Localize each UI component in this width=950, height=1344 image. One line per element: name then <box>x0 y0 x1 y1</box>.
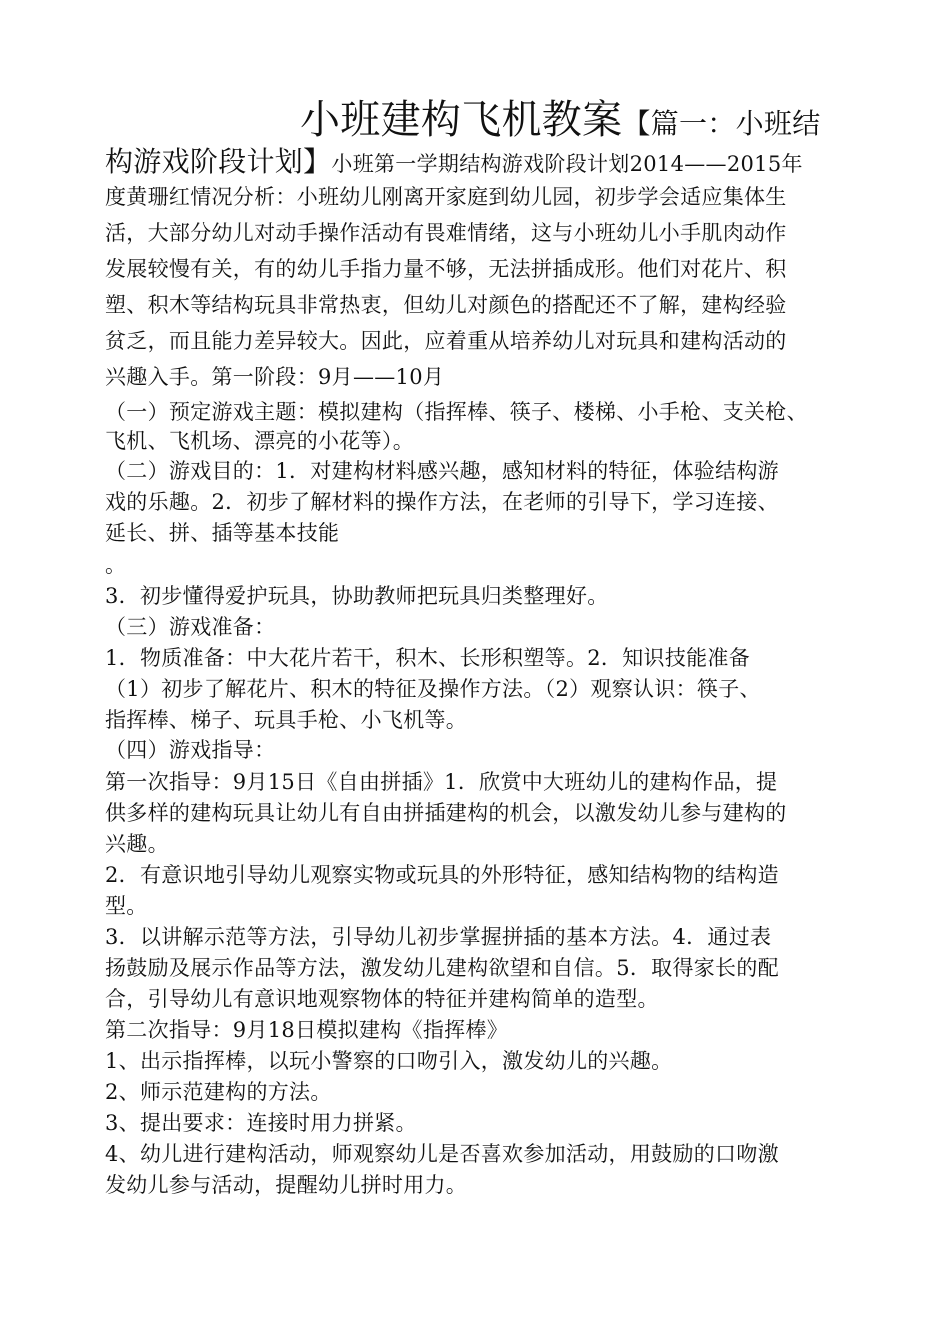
text-line: 1．物质准备：中大花片若干，积木、长形积塑等。2．知识技能准备 <box>105 646 751 670</box>
text-line: 度黄珊红情况分析：小班幼儿刚离开家庭到幼儿园，初步学会适应集体生 <box>105 185 787 209</box>
text-line: 延长、拼、插等基本技能 <box>105 521 340 545</box>
text-line: 活，大部分幼儿对动手操作活动有畏难情绪，这与小班幼儿小手肌肉动作 <box>105 221 787 245</box>
title-continuation: 构游戏阶段计划】 <box>105 145 332 178</box>
text-line: 第二次指导：9月18日模拟建构《指挥棒》 <box>105 1018 509 1042</box>
text-line: 型。 <box>105 894 148 918</box>
title-line-1 <box>300 96 821 146</box>
title-line-2 <box>105 147 803 179</box>
text-line: 3．初步懂得爱护玩具，协助教师把玩具归类整理好。 <box>105 584 609 608</box>
text-line: 。 <box>105 553 127 577</box>
text-line: 4、幼儿进行建构活动，师观察幼儿是否喜欢参加活动，用鼓励的口吻激 <box>105 1142 779 1166</box>
text-line: 2、师示范建构的方法。 <box>105 1080 332 1104</box>
text-line: 3．以讲解示范等方法，引导幼儿初步掌握拼插的基本方法。4．通过表 <box>105 925 772 949</box>
text-line: 1、出示指挥棒，以玩小警察的口吻引入，激发幼儿的兴趣。 <box>105 1049 673 1073</box>
title-bracket-part: 【篇一：小班结 <box>622 107 821 140</box>
text-line: 兴趣入手。第一阶段：9月——10月 <box>105 365 445 389</box>
text-line: （二）游戏目的：1．对建构材料感兴趣，感知材料的特征，体验结构游 <box>105 459 779 483</box>
text-line: 戏的乐趣。2．初步了解材料的操作方法，在老师的引导下，学习连接、 <box>105 490 779 514</box>
text-line: 合，引导幼儿有意识地观察物体的特征并建构简单的造型。 <box>105 987 659 1011</box>
text-line: 塑、积木等结构玩具非常热衷，但幼儿对颜色的搭配还不了解，建构经验 <box>105 293 787 317</box>
text-line: 3、提出要求：连接时用力拼紧。 <box>105 1111 417 1135</box>
text-line: （1）初步了解花片、积木的特征及操作方法。（2）观察认识：筷子、 <box>105 677 761 701</box>
text-line: （一）预定游戏主题：模拟建构（指挥棒、筷子、楼梯、小手枪、支关枪、 <box>105 400 808 424</box>
text-line: 发展较慢有关，有的幼儿手指力量不够，无法拼插成形。他们对花片、积 <box>105 257 787 281</box>
text-line: 飞机、飞机场、漂亮的小花等）。 <box>105 429 414 453</box>
text-line: 2．有意识地引导幼儿观察实物或玩具的外形特征，感知结构物的结构造 <box>105 863 779 887</box>
text-line: 小班第一学期结构游戏阶段计划2014——2015年 <box>331 152 803 176</box>
text-line: 供多样的建构玩具让幼儿有自由拼插建构的机会，以激发幼儿参与建构的 <box>105 801 787 825</box>
text-line: 第一次指导：9月15日《自由拼插》1．欣赏中大班幼儿的建构作品，提 <box>105 770 778 794</box>
text-line: （四）游戏指导： <box>105 738 276 762</box>
text-line: 指挥棒、梯子、玩具手枪、小飞机等。 <box>105 708 468 732</box>
text-line: （三）游戏准备： <box>105 615 276 639</box>
text-line: 兴趣。 <box>105 832 169 856</box>
text-line: 贫乏，而且能力差异较大。因此，应着重从培养幼儿对玩具和建构活动的 <box>105 329 787 353</box>
text-line: 发幼儿参与活动，提醒幼儿拼时用力。 <box>105 1173 468 1197</box>
page-title: 小班建构飞机教案 <box>300 97 623 143</box>
text-line: 扬鼓励及展示作品等方法，激发幼儿建构欲望和自信。5．取得家长的配 <box>105 956 779 980</box>
